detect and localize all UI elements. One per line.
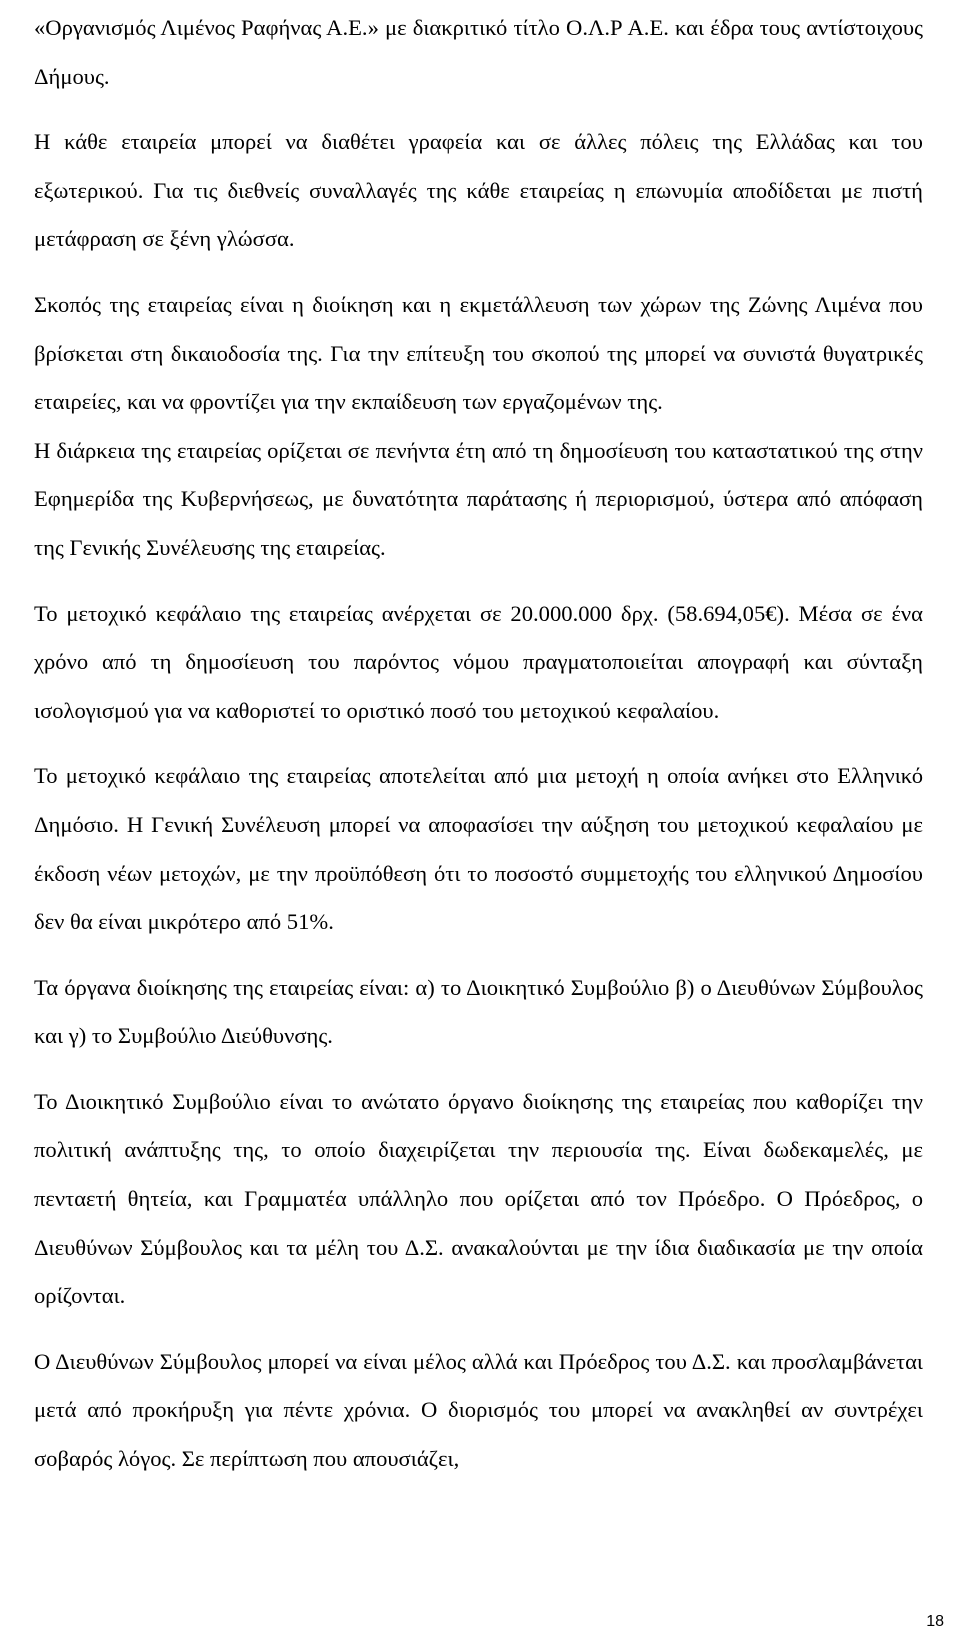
page-body xyxy=(34,4,923,1484)
paragraph-capital-composition: Το μετοχικό κεφάλαιο της εταιρείας αποτελείται από μια μετοχή η οποία ανήκει στο Ελληνικό Δημόσιο. Η Γενική Συνέλευση μπορεί να αποφασίσει την αύξηση του μετοχικού κεφαλαίου με έκδοση νέων μετοχών, με την προϋπόθεση ότι το ποσοστό συμμετοχής του ελληνικού Δημοσίου δεν θα είναι μικρότερο από 51%. xyxy=(34,763,923,935)
paragraph-governing-bodies: Τα όργανα διοίκησης της εταιρείας είναι: α) το Διοικητικό Συμβούλιο β) ο Διευθύνων Σύμβουλος και γ) το Συμβούλιο Διεύθυνσης. xyxy=(34,974,923,1049)
paragraph-managing-director: Ο Διευθύνων Σύμβουλος μπορεί να είναι μέλος αλλά και Πρόεδρος του Δ.Σ. και προσλαμβάνεται μετά από προκήρυξη για πέντε χρόνια. Ο διορισμός του μπορεί να ανακληθεί αν συντρέχει σοβαρός λόγος. Σε περίπτωση που απουσιάζει, xyxy=(34,1348,923,1472)
paragraph-company-name: «Οργανισμός Λιμένος Ραφήνας Α.Ε.» με διακριτικό τίτλο Ο.Λ.Ρ Α.Ε. και έδρα τους αντίστοιχους Δήμους. xyxy=(34,15,923,89)
paragraph-board-of-directors: Το Διοικητικό Συμβούλιο είναι το ανώτατο όργανο διοίκησης της εταιρείας που καθορίζει την πολιτική ανάπτυξης της, το οποίο διαχειρίζεται την περιουσία της. Είναι δωδεκαμελές, με πενταετή θητεία, και Γραμματέα υπάλληλο που ορίζεται από τον Πρόεδρο. Ο Πρόεδρος, ο Διευθύνων Σύμβουλος και τα μέλη του Δ.Σ. ανακαλούνται με την ίδια διαδικασία με την οποία ορίζονται. xyxy=(34,1088,923,1309)
paragraph-share-capital: Το μετοχικό κεφάλαιο της εταιρείας ανέρχεται σε 20.000.000 δρχ. (58.694,05€). Μέσα σε ένα χρόνο από τη δημοσίευση του παρόντος νόμου πραγματοποιείται απογραφή και σύνταξη ισολογισμού για να καθοριστεί το οριστικό ποσό του μετοχικού κεφαλαίου. xyxy=(34,600,923,723)
page-number: 18 xyxy=(926,1613,944,1630)
paragraph-purpose: Σκοπός της εταιρείας είναι η διοίκηση και η εκμετάλλευση των χώρων της Ζώνης Λιμένα που βρίσκεται στη δικαιοδοσία της. Για την επίτευξη του σκοπού της μπορεί να συνιστά θυγατρικές εταιρείες, και να φροντίζει για την εκπαίδευση των εργαζομένων της. xyxy=(34,291,923,415)
paragraph-duration: Η διάρκεια της εταιρείας ορίζεται σε πενήντα έτη από τη δημοσίευση του καταστατικού της στην Εφημερίδα της Κυβερνήσεως, με δυνατότητα παράτασης ή περιορισμού, ύστερα από απόφαση της Γενικής Συνέλευσης της εταιρείας. xyxy=(34,437,923,560)
paragraph-offices: Η κάθε εταιρεία μπορεί να διαθέτει γραφεία και σε άλλες πόλεις της Ελλάδας και του εξωτερικού. Για τις διεθνείς συναλλαγές της κάθε εταιρείας η επωνυμία αποδίδεται με πιστή μετάφραση σε ξένη γλώσσα. xyxy=(34,129,923,252)
